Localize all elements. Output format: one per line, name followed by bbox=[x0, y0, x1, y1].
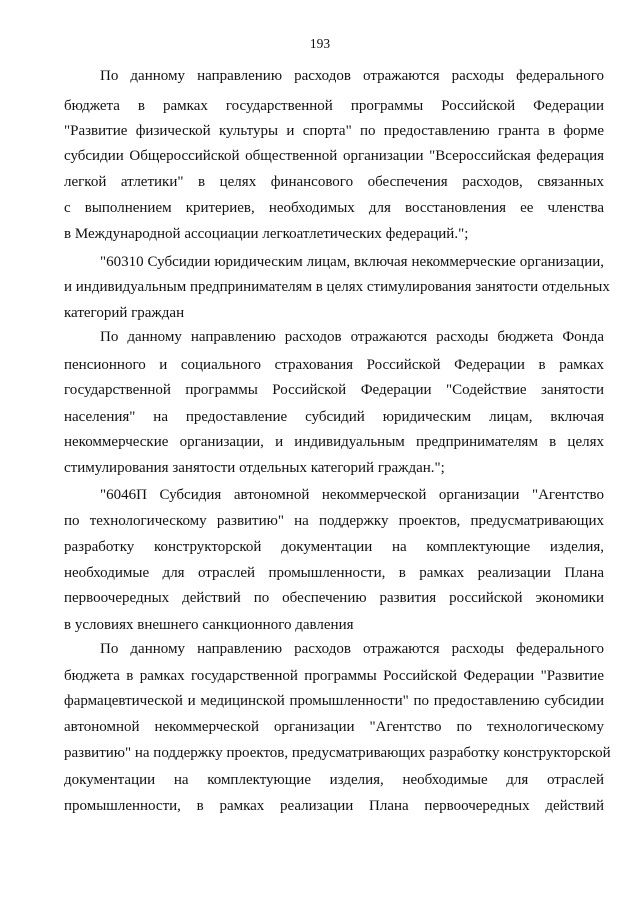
text-line: государственной программы Российской Федерации "Содействие занятости bbox=[64, 382, 604, 398]
text-line: документации на комплектующие изделия, необходимые для отраслей bbox=[64, 772, 604, 788]
text-line: бюджета в рамках государственной программы Российской Федерации "Развитие bbox=[64, 668, 604, 684]
text-line: категорий граждан bbox=[64, 305, 185, 321]
text-line: промышленности, в рамках реализации Плана первоочередных действий bbox=[64, 798, 604, 814]
text-line: автономной некоммерческой организации "Агентство по технологическому bbox=[64, 719, 604, 735]
text-line: бюджета в рамках государственной программы Российской Федерации bbox=[64, 98, 604, 114]
text-line: фармацевтической и медицинской промышленности" по предоставлению субсидии bbox=[64, 693, 604, 709]
text-line: в Международной ассоциации легкоатлетических федераций."; bbox=[64, 226, 469, 242]
text-line: с выполнением критериев, необходимых для восстановления ее членства bbox=[64, 200, 604, 216]
text-line: "Развитие физической культуры и спорта" по предоставлению гранта в форме bbox=[64, 123, 604, 139]
text-line: в условиях внешнего санкционного давления bbox=[64, 617, 354, 633]
text-line: первоочередных действий по обеспечению развития российской экономики bbox=[64, 590, 604, 606]
page-number: 193 bbox=[309, 36, 331, 51]
text-line: разработку конструкторской документации на комплектующие изделия, bbox=[64, 539, 604, 555]
text-line: стимулирования занятости отдельных категорий граждан."; bbox=[64, 460, 445, 476]
text-line: По данному направлению расходов отражаются расходы федерального bbox=[100, 68, 604, 84]
text-line: "60310 Субсидии юридическим лицам, включая некоммерческие организации, bbox=[100, 254, 604, 270]
text-line: необходимые для отраслей промышленности, в рамках реализации Плана bbox=[64, 565, 604, 581]
text-line: "6046П Субсидия автономной некоммерческой организации "Агентство bbox=[100, 487, 604, 503]
text-line: развитию" на поддержку проектов, предусматривающих разработку конструкторской bbox=[64, 745, 611, 761]
text-line: легкой атлетики" в целях финансового обеспечения расходов, связанных bbox=[64, 174, 604, 190]
text-line: пенсионного и социального страхования Российской Федерации в рамках bbox=[64, 357, 604, 373]
text-line: населения" на предоставление субсидий юридическим лицам, включая bbox=[64, 409, 604, 425]
text-line: По данному направлению расходов отражаются расходы бюджета Фонда bbox=[100, 329, 604, 345]
text-line: по технологическому развитию" на поддержку проектов, предусматривающих bbox=[64, 513, 604, 529]
text-line: По данному направлению расходов отражаются расходы федерального bbox=[100, 641, 604, 657]
text-line: субсидии Общероссийской общественной организации "Всероссийская федерация bbox=[64, 148, 604, 164]
text-line: некоммерческие организации, и индивидуальным предпринимателям в целях bbox=[64, 434, 604, 450]
text-line: и индивидуальным предпринимателям в целях стимулирования занятости отдельных bbox=[64, 279, 610, 295]
